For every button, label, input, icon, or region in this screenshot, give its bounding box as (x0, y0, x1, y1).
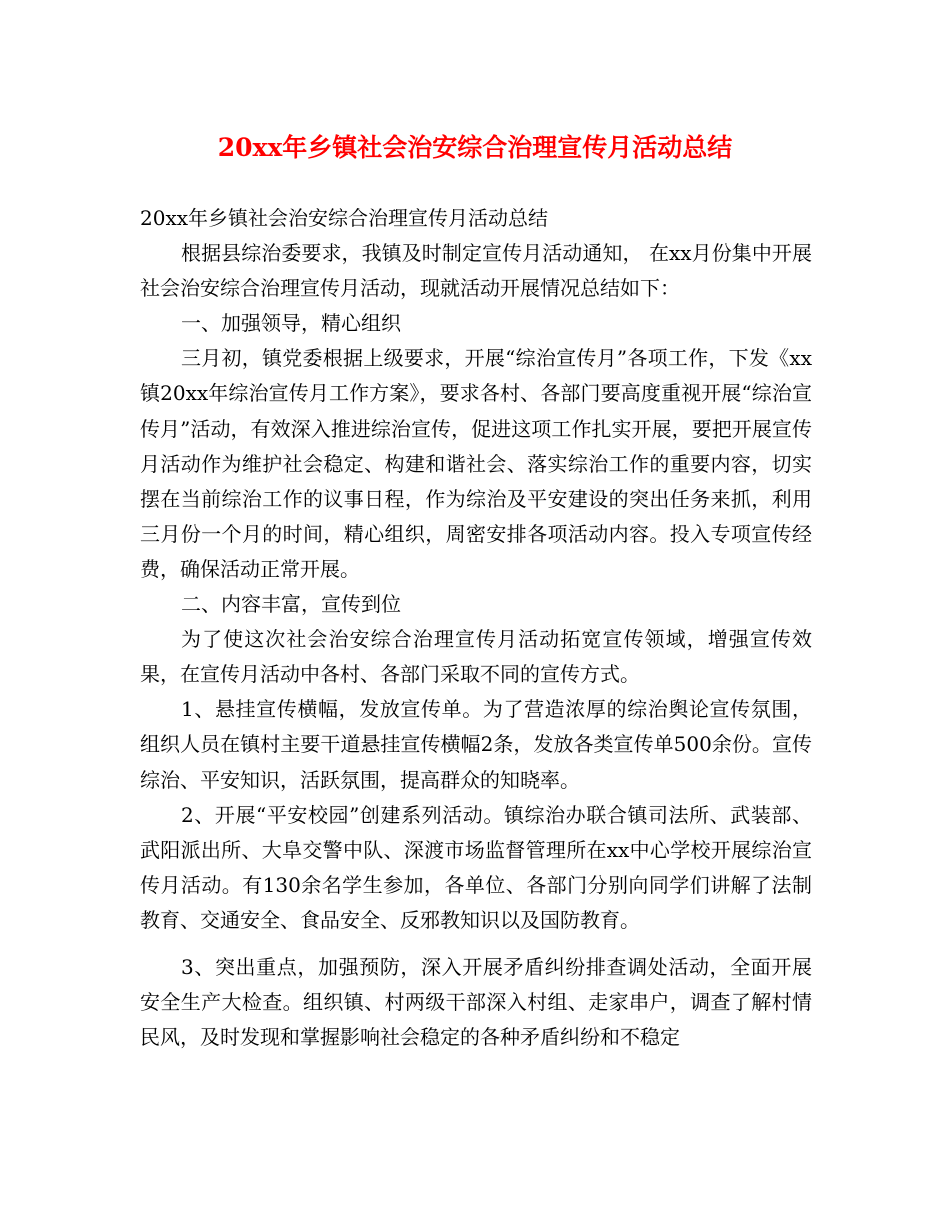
document-body (140, 201, 812, 1055)
paragraph-section-1: 三月初，镇党委根据上级要求，开展“综治宣传月”各项工作，下发《xx镇20xx年综治宣传月工作方案》，要求各村、各部门要高度重视开展“综治宣传月”活动，有效深入推进综治宣传，促进这项工作扎实开展，要把开展宣传月活动作为维护社会稳定、构建和谐社会、落实综治工作的重要内容，切实摆在当前综治工作的议事日程，作为综治及平安建设的突出任务来抓，利用三月份一个月的时间，精心组织，周密安排各项活动内容。投入专项宣传经费，确保活动正常开展。 (140, 346, 812, 581)
paragraph-item-1: 1、悬挂宣传横幅，发放宣传单。为了营造浓厚的综治舆论宣传氛围，组织人员在镇村主要干道悬挂宣传横幅2条，发放各类宣传单500余份。宣传综治、平安知识，活跃氛围，提高群众的知晓率。 (140, 697, 812, 792)
paragraph-section-2: 为了使这次社会治安综合治理宣传月活动拓宽宣传领域，增强宣传效果，在宣传月活动中各村、各部门采取不同的宣传方式。 (140, 627, 812, 687)
paragraph-item-2: 2、开展“平安校园”创建系列活动。镇综治办联合镇司法所、武装部、武阳派出所、大阜交警中队、深渡市场监督管理所在xx中心学校开展综治宣传月活动。有130余名学生参加，各单位、各部门分别向同学们讲解了法制教育、交通安全、食品安全、反邪教知识以及国防教育。 (140, 802, 812, 932)
paragraph-intro: 根据县综治委要求，我镇及时制定宣传月活动通知， 在xx月份集中开展社会治安综合治理宣传月活动，现就活动开展情况总结如下： (140, 241, 812, 301)
paragraph-item-3: 3、突出重点，加强预防，深入开展矛盾纠纷排查调处活动，全面开展安全生产大检查。组织镇、村两级干部深入村组、走家串户，调查了解村情民风，及时发现和掌握影响社会稳定的各种矛盾纠纷和不稳定 (140, 954, 812, 1050)
document-title: 20xx年乡镇社会治安综合治理宣传月活动总结 (217, 133, 733, 162)
paragraph-subtitle: 20xx年乡镇社会治安综合治理宣传月活动总结 (140, 206, 549, 230)
section-heading-1: 一、加强领导，精心组织 (181, 311, 401, 336)
section-heading-2: 二、内容丰富，宣传到位 (181, 592, 401, 617)
